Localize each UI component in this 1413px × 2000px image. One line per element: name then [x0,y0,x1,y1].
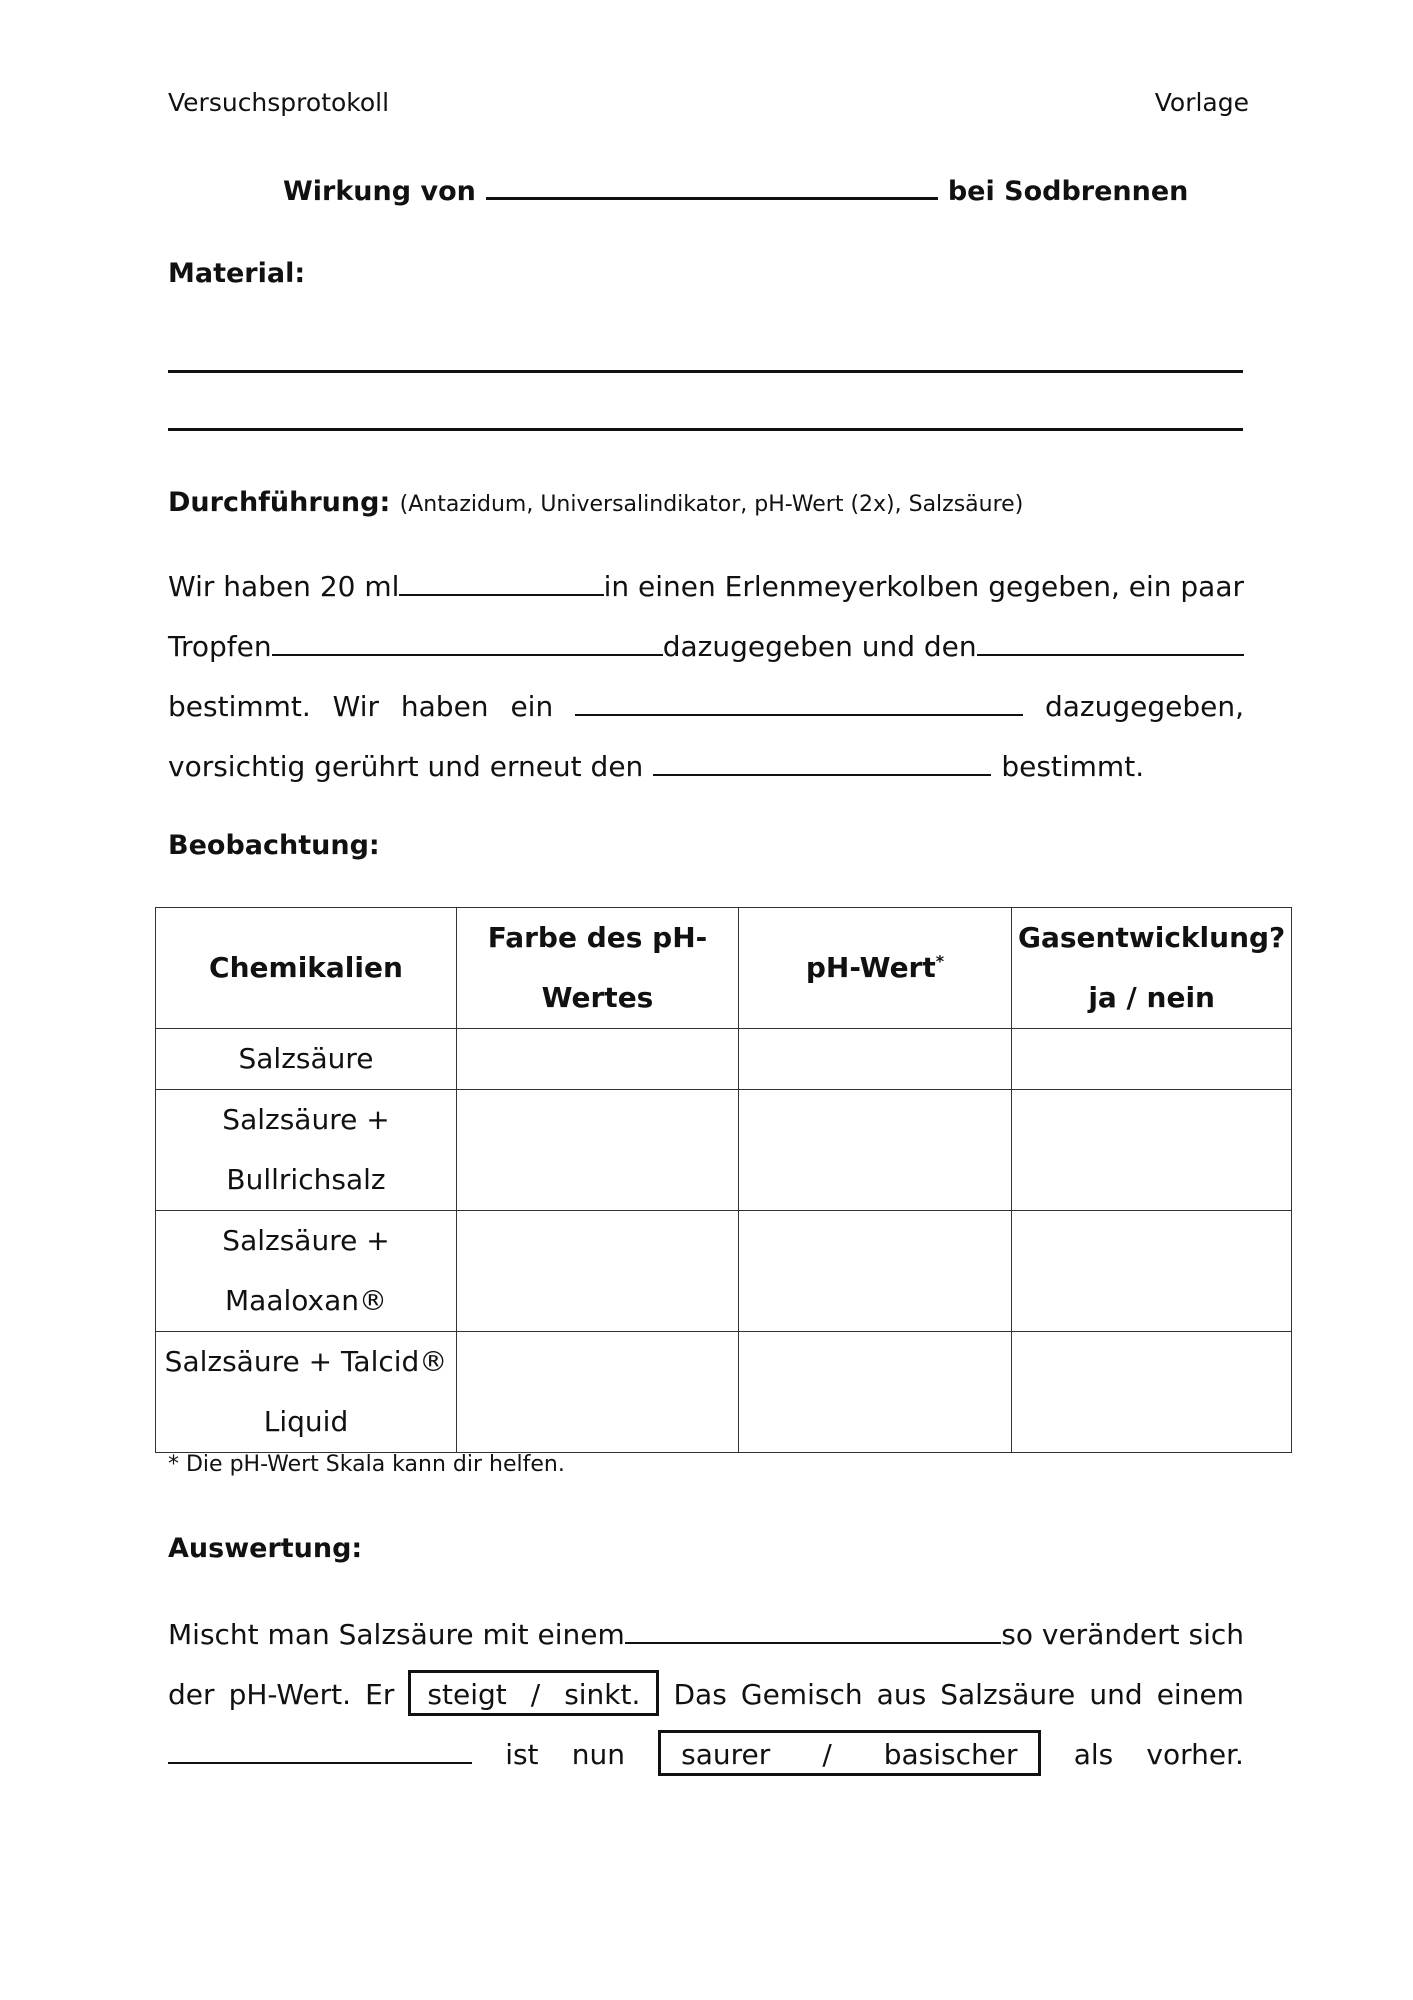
text: dazugegeben und den [662,630,977,663]
col-header-farbe-line1: Farbe des pH- [487,921,708,954]
text: so verändert sich [1001,1618,1244,1651]
col-header-ph-text: pH-Wert [805,951,936,984]
text: bestimmt. [168,690,311,723]
footnote-marker: * [935,951,945,971]
text: Wir haben 20 ml [168,570,400,603]
auswertung-line-2 [168,1665,1244,1725]
title-after: bei Sodbrennen [947,176,1189,207]
table-row [156,1211,1292,1332]
col-header-gas-line1: Gasentwicklung? [1018,921,1286,954]
chemical-line1: Salzsäure + Talcid® [164,1345,448,1378]
chemical-cell [156,1211,457,1332]
text: und [1089,1678,1143,1711]
title-blank[interactable] [486,173,938,200]
col-header-farbe-line2: Wertes [541,981,654,1014]
durchfuehrung-title: Durchführung: [168,487,391,518]
farbe-cell[interactable] [457,1090,739,1211]
blank-field[interactable] [272,632,663,656]
text: nun [571,1738,625,1771]
text: einem [1156,1678,1244,1711]
gas-cell[interactable] [1012,1211,1292,1332]
gas-cell[interactable] [1012,1090,1292,1211]
choice-option[interactable]: saurer [681,1738,771,1771]
chemical-line2: Liquid [263,1405,349,1438]
blank-field[interactable] [977,632,1244,656]
farbe-cell[interactable] [457,1332,739,1453]
farbe-cell[interactable] [457,1029,739,1090]
choice-box-saurer-basischer[interactable] [658,1730,1040,1776]
blank-field[interactable] [168,1740,472,1764]
page-title [283,173,1188,207]
gas-cell[interactable] [1012,1332,1292,1453]
durchfuehrung-line-4 [168,737,1244,797]
durchfuehrung-line-1 [168,557,1244,617]
col-header-farbe [457,908,739,1029]
durchfuehrung-hint: (Antazidum, Universalindikator, pH-Wert (2x), Salzsäure) [399,492,1024,517]
durchfuehrung-heading [168,487,1023,518]
auswertung-text [168,1605,1244,1785]
table-footnote: * Die pH-Wert Skala kann dir helfen. [168,1452,565,1477]
col-header-ph [739,908,1012,1029]
table-header-row [156,908,1292,1029]
observation-table [155,907,1292,1453]
text: Das [673,1678,727,1711]
text: dazugegeben, [1044,690,1244,723]
table-row [156,1029,1292,1090]
material-blank-line-2[interactable] [168,428,1243,431]
text: Wir [332,690,380,723]
choice-option[interactable]: basischer [883,1738,1018,1771]
durchfuehrung-line-2 [168,617,1244,677]
chemical-cell [156,1090,457,1211]
col-header-gas-line2: ja / nein [1088,981,1215,1014]
blank-field[interactable] [575,692,1023,716]
title-before: Wirkung von [283,176,476,207]
text: Tropfen [168,630,272,663]
table-row [156,1332,1292,1453]
material-heading: Material: [168,258,306,289]
chemical-line2: Bullrichsalz [226,1163,386,1196]
text: vorher. [1146,1738,1244,1771]
text: haben [400,690,489,723]
text: als [1073,1738,1114,1771]
blank-field[interactable] [399,572,603,596]
col-header-chemikalien: Chemikalien [156,908,457,1029]
text: pH-Wert. [228,1678,352,1711]
ph-cell[interactable] [739,1029,1012,1090]
table-row [156,1090,1292,1211]
farbe-cell[interactable] [457,1211,739,1332]
header-right: Vorlage [1154,88,1249,117]
text: aus [876,1678,927,1711]
text: Er [365,1678,395,1711]
material-blank-line-1[interactable] [168,370,1243,373]
auswertung-line-1 [168,1605,1244,1665]
text: ein [510,690,554,723]
ph-cell[interactable] [739,1090,1012,1211]
ph-cell[interactable] [739,1332,1012,1453]
text: Salzsäure [940,1678,1076,1711]
choice-option[interactable]: steigt [427,1678,507,1711]
chemical-line1: Salzsäure + [222,1224,390,1257]
choice-option[interactable]: sinkt. [564,1678,641,1711]
blank-field[interactable] [653,752,991,776]
auswertung-heading: Auswertung: [168,1533,363,1564]
blank-field[interactable] [625,1620,1002,1644]
beobachtung-heading: Beobachtung: [168,830,380,861]
durchfuehrung-text [168,557,1244,797]
choice-separator: / [822,1738,832,1771]
choice-box-steigt-sinkt[interactable] [408,1670,659,1716]
text: Gemisch [740,1678,863,1711]
gas-cell[interactable] [1012,1029,1292,1090]
chemical-cell [156,1332,457,1453]
text: Mischt man Salzsäure mit einem [168,1618,625,1651]
chemical-line2: Maaloxan® [225,1284,387,1317]
text: bestimmt. [1001,750,1145,783]
col-header-gas [1012,908,1292,1029]
chemical-line1: Salzsäure + [222,1103,390,1136]
choice-separator: / [530,1678,541,1711]
text: vorsichtig gerührt und erneut den [168,750,644,783]
text: in einen Erlenmeyerkolben gegeben, ein paar [603,570,1244,603]
header-left: Versuchsprotokoll [168,88,390,117]
chemical-cell: Salzsäure [156,1029,457,1090]
auswertung-line-3 [168,1725,1244,1785]
text: der [168,1678,215,1711]
durchfuehrung-line-3 [168,677,1244,737]
text: ist [505,1738,539,1771]
ph-cell[interactable] [739,1211,1012,1332]
